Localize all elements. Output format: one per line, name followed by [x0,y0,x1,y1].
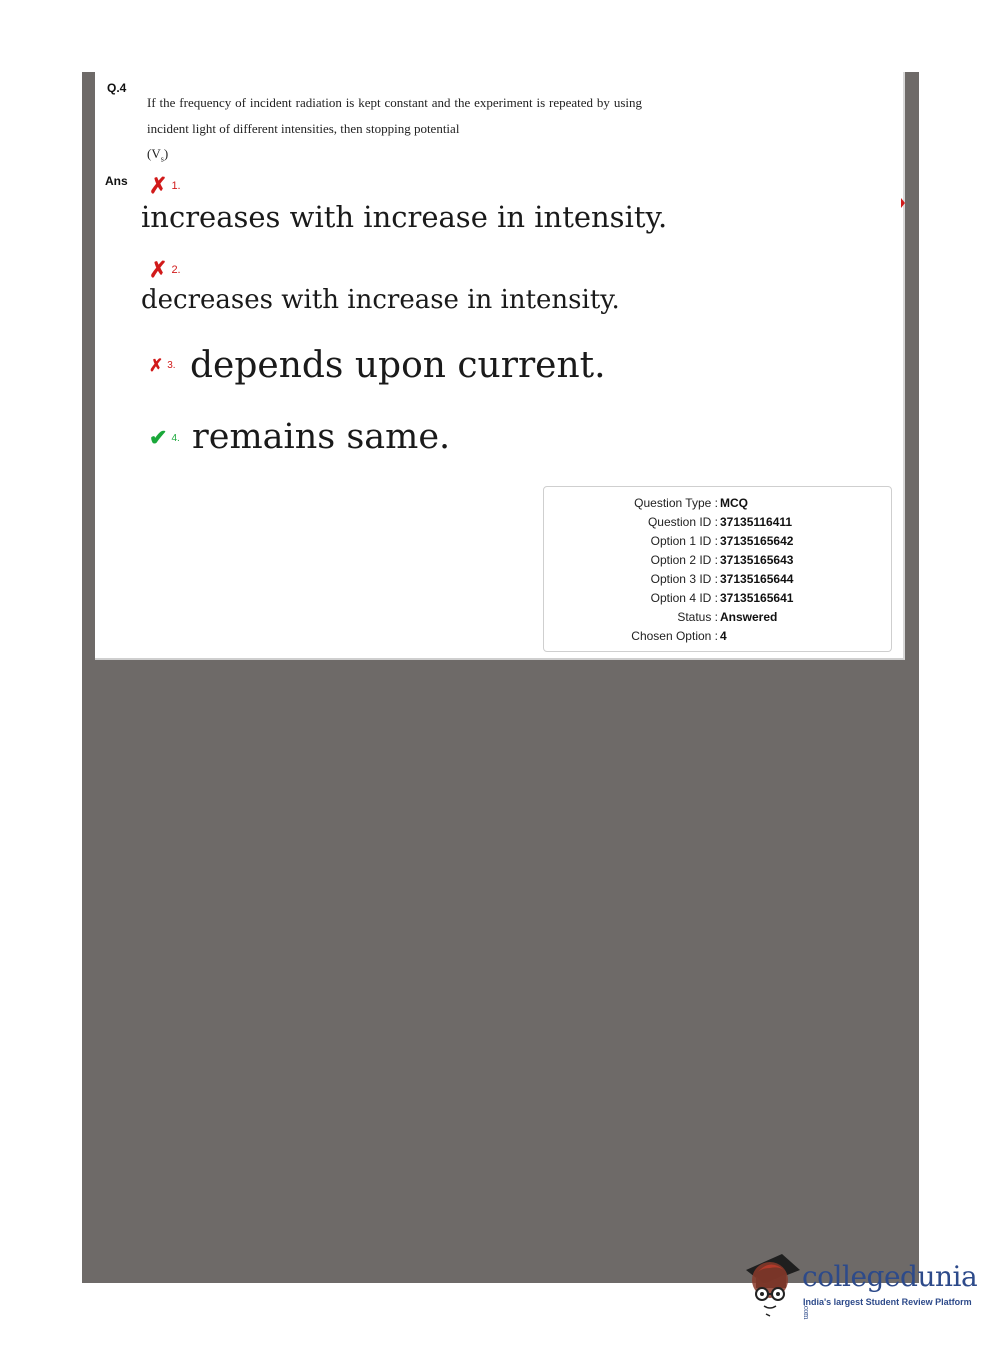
option-2-text: decreases with increase in intensity. [141,285,620,315]
option-4-marker [149,427,180,449]
option-3-text: depends upon current. [190,345,606,386]
option-3-marker [149,357,176,374]
option-2-marker [149,259,181,281]
collegedunia-logo [742,1248,978,1319]
option-4-text: remains same. [192,417,451,457]
info-row: Question Type : MCQ [634,496,748,510]
info-row: Option 2 ID : 37135165643 [650,553,794,567]
option-3-number: 3. [167,360,176,371]
option-1-marker [149,175,181,197]
question-number: Q.4 [107,81,127,95]
logo-wordmark: collegedunia.com [802,1260,978,1319]
option-2-number: 2. [171,264,181,276]
option-1-text: increases with increase in intensity. [141,200,668,234]
edge-marker [901,198,905,208]
logo-tagline: India's largest Student Review Platform [803,1297,972,1307]
cross-icon: ✗ [149,356,164,375]
cross-icon: ✗ [149,173,168,198]
question-body: If the frequency of incident radiation is kept constant and the experiment is repeated by using incident light of different intensities, then stopping potential [147,95,642,136]
cross-icon: ✗ [149,257,168,282]
info-row: Chosen Option : 4 [631,629,727,643]
question-info-box [543,486,892,652]
check-icon: ✔ [149,425,168,450]
option-4-number: 4. [171,432,180,444]
question-text [147,90,642,172]
answer-label: Ans [105,174,128,188]
info-row: Option 1 ID : 37135165642 [650,534,794,548]
question-symbol: $(V_s)$ [147,146,169,164]
info-row: Option 3 ID : 37135165644 [650,572,794,586]
option-1-number: 1. [171,180,181,192]
info-row: Status : Answered [677,610,778,624]
info-row: Question ID : 37135116411 [647,515,793,529]
mascot-icon [742,1248,800,1318]
info-row: Option 4 ID : 37135165641 [650,591,794,605]
question-card [95,72,905,660]
